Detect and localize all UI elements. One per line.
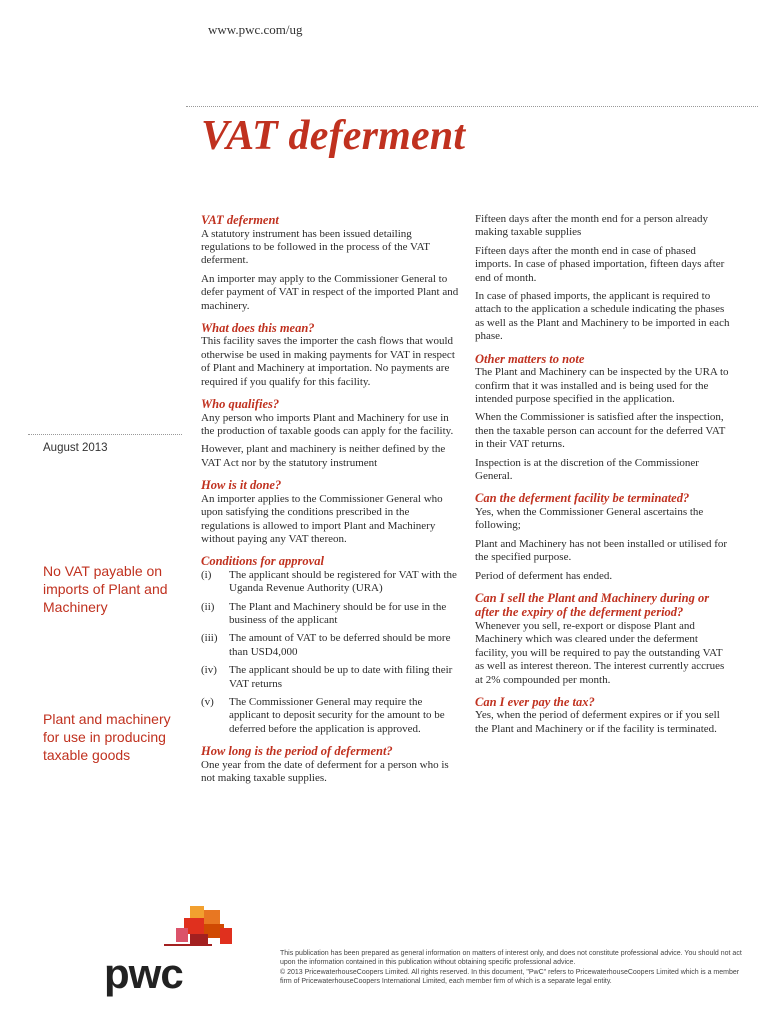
list-item [201,664,459,691]
paragraph: A statutory instrument has been issued detailing regulations to be followed in the process of the VAT deferment. [201,227,430,267]
paragraph: Inspection is at the discretion of the Commissioner General. [475,456,699,482]
heading-sell-plant-machinery: Can I sell the Plant and Machinery during or after the expiry of the deferment period? [475,590,710,620]
item-text: The Plant and Machinery should be for use in the business of the applicant [229,600,447,627]
paragraph: Period of deferment has ended. [475,569,613,582]
right-column [475,213,733,741]
paragraph: Plant and Machinery has not been installed or utilised for the specified purpose. [475,537,728,564]
website-url[interactable]: www.pwc.com/ug [208,22,303,37]
list-item [201,569,459,596]
sidebar-divider [28,434,182,435]
item-number: (iii) [201,632,218,645]
paragraph: One year from the date of deferment for a person who is not making taxable supplies. [201,758,449,785]
sidebar-callout-2: Plant and machinery for use in producing taxable goods [43,711,171,763]
heading-vat-deferment: VAT deferment [201,213,279,227]
paragraph: Whenever you sell, re-export or dispose Plant and Machinery which was cleared under the deferment facility, you will be required to pay the outstanding VAT as well as interest thereon. The interest currently accrues at 2% compounded per month. [475,619,725,686]
paragraph: Yes, when the Commissioner General ascertains the following; [475,505,704,532]
paragraph: However, plant and machinery is neither defined by the VAT Act nor by the statutory instrument [201,443,446,469]
list-item [201,632,459,659]
heading-what-does-this-mean: What does this mean? [201,320,315,335]
top-divider [186,106,758,107]
legal-disclaimer [280,950,750,988]
page-title: VAT deferment [201,113,466,159]
heading-other-matters: Other matters to note [475,351,585,366]
paragraph: This facility saves the importer the cash flows that would otherwise be used in making payments for VAT in respect of Plant and Machinery at importation. No payments are required if you qualify for this facility. [201,335,455,388]
item-number: (i) [201,568,212,581]
sidebar-callout-1: No VAT payable on imports of Plant and Machinery [43,563,168,615]
heading-pay-the-tax: Can I ever pay the tax? [475,694,595,709]
heading-conditions-for-approval: Conditions for approval [201,554,324,569]
item-text: The Commissioner General may require the applicant to deposit security for the amount to be deferred before the application is approved. [229,696,445,735]
publication-date: August 2013 [43,442,108,454]
item-number: (v) [201,696,214,709]
item-text: The applicant should be registered for VAT with the Uganda Revenue Authority (URA) [229,568,457,595]
item-number: (iv) [201,664,217,677]
paragraph: In case of phased imports, the applicant is required to attach to the application a schedule indicating the phases as well as the Plant and Machinery to be imported in each phase. [475,290,730,343]
paragraph: An importer applies to the Commissioner General who upon satisfying the conditions prescribed in the regulations is allowed to import Plant and Machinery without paying any VAT thereon. [201,492,443,545]
paragraph: Fifteen days after the month end for a person already making taxable supplies [475,213,709,239]
list-item [201,601,459,628]
paragraph: Any person who imports Plant and Machinery for use in the production of taxable goods can apply for the facility. [201,411,454,437]
heading-how-is-it-done: How is it done? [201,478,282,493]
paragraph: When the Commissioner is satisfied after the inspection, then the taxable person can account for the deferred VAT in their VAT returns. [475,411,726,451]
conditions-list [201,569,459,736]
disclaimer-text: This publication has been prepared as general information on matters of interest only, and does not constitute professional advice. You should not act upon the information contained in this publication without obtaining specific professional advice. [280,950,742,966]
paragraph: An importer may apply to the Commissioner General to defer payment of VAT in respect of the imported Plant and machinery. [201,272,459,312]
paragraph: Fifteen days after the month end in case of phased imports. In case of phased importation, fifteen days after end of month. [475,244,725,284]
item-text: The amount of VAT to be deferred should be more than USD4,000 [229,632,451,658]
item-text: The applicant should be up to date with filing their VAT returns [229,664,453,690]
heading-who-qualifies: Who qualifies? [201,397,280,412]
paragraph: Yes, when the period of deferment expires or if you sell the Plant and Machinery or if the facility is terminated. [475,709,720,735]
heading-termination: Can the deferment facility be terminated? [475,491,690,506]
pwc-wordmark: pwc [104,950,183,997]
heading-period-of-deferment: How long is the period of deferment? [201,744,393,759]
item-number: (ii) [201,600,215,613]
copyright-text: © 2013 PricewaterhouseCoopers Limited. All rights reserved. In this document, "PwC" refers to PricewaterhouseCoopers Limited which is a member firm of PricewaterhouseCoopers International Limited, each member firm of which is a separate legal entity. [280,969,740,985]
paragraph: The Plant and Machinery can be inspected by the URA to confirm that it was installed and is being used for the intended purpose specified in the application. [475,366,729,405]
left-column [201,213,459,791]
list-item [201,696,459,736]
